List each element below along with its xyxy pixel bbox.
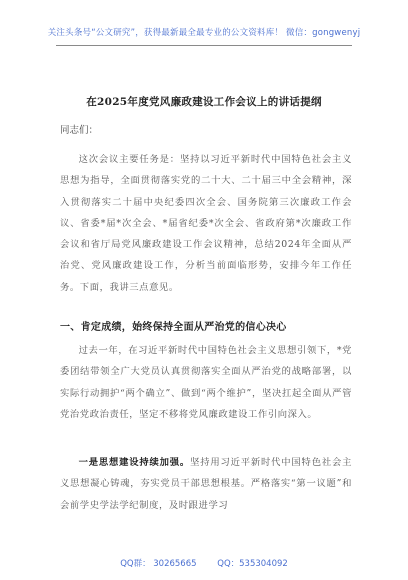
greeting: 同志们：: [60, 125, 99, 136]
qq-number[interactable]: QQ：535304092: [217, 559, 288, 569]
section-heading-1: 一、肯定成绩，始终保持全面从严治党的信心决心: [60, 322, 287, 333]
header-divider: [56, 45, 352, 46]
paragraph-ideology: [60, 452, 352, 516]
document-title: 在2025年度党风廉政建设工作会议上的讲话提纲: [86, 96, 322, 108]
paragraph-body: 坚持用习近平新时代中国特色社会主义思想凝心铸魂，夯实党员干部思想根基。严格落实“第一议题”和会前学史学法学纪制度，及时跟进学习: [60, 457, 352, 511]
paragraph-lead: 一是思想建设持续加强。: [78, 457, 191, 468]
qq-group[interactable]: QQ群： 30265665: [120, 559, 197, 569]
footer-contact: [0, 557, 408, 569]
paragraph-review: 过去一年，在习近平新时代中国特色社会主义思想引领下，*党委团结带领全广大党员认真贯彻落实全面从严治党的战略部署，以实际行动拥护“两个确立”、做到“两个维护”，坚决扛起全面从严管党治党政治责任，坚定不移将党风廉政建设工作引向深入。: [60, 345, 352, 420]
promo-banner[interactable]: 关注头条号“公文研究”，获得最新最全最专业的公文资料库！ 微信：gongwenyj: [47, 28, 361, 38]
paragraph-intro: 这次会议主要任务是：坚持以习近平新时代中国特色社会主义思想为指导，全面贯彻落实党的二十大、二十届三中全会精神，深入贯彻落实二十届中央纪委四次全会、国务院第三次廉政工作会议、省委*届*次全会、*届省纪委*次全会、省政府第*次廉政工作会议和省厅局党风廉政建设工作会议精神，总结2024年全面从严治党、党风廉政建设工作，分析当前面临形势，安排今年工作任务。下面，我讲三点意见。: [60, 154, 352, 293]
